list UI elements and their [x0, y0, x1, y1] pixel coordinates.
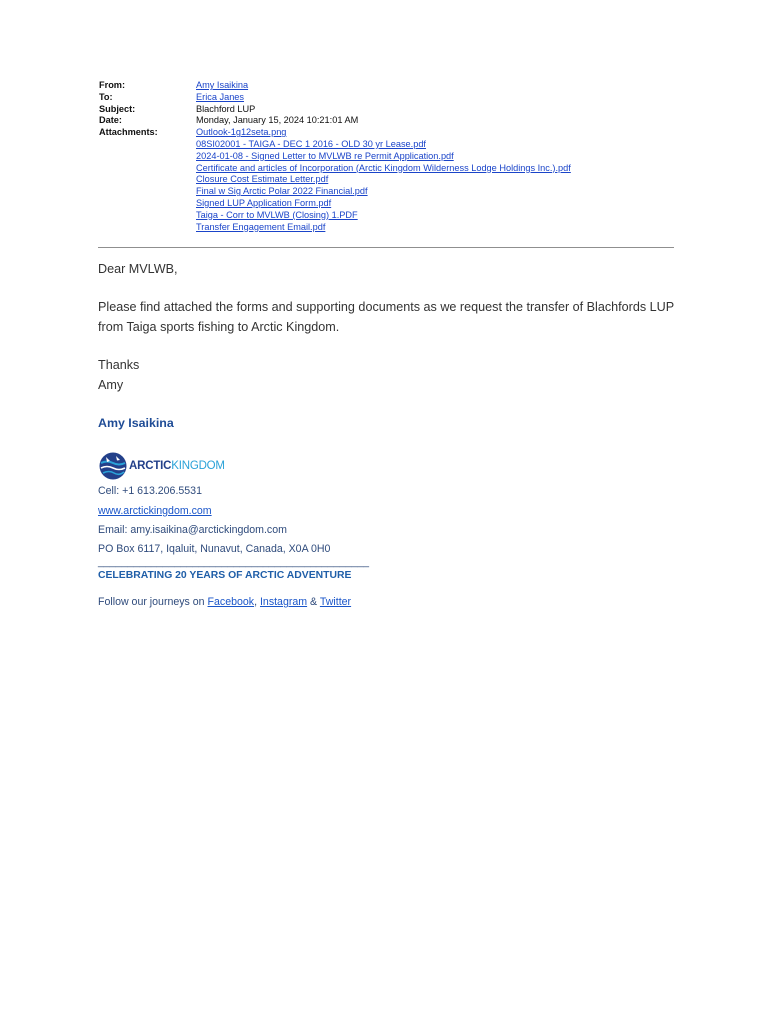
- postal-address: PO Box 6117, Iqaluit, Nunavut, Canada, X0A 0H0: [98, 543, 331, 555]
- date-value: Monday, January 15, 2024 10:21:01 AM: [196, 115, 359, 126]
- from-label: From:: [99, 80, 126, 90]
- signature-name: Amy Isaikina: [98, 416, 174, 430]
- date-label: Date:: [99, 115, 122, 126]
- from-row: [99, 80, 679, 92]
- attachments-label: Attachments:: [99, 127, 158, 138]
- arctic-kingdom-logo: [98, 451, 225, 481]
- facebook-link[interactable]: Facebook: [207, 596, 255, 608]
- logo-wordmark: ARCTICKINGDOM: [129, 460, 225, 472]
- date-row: [99, 115, 679, 127]
- to-row: [99, 92, 679, 104]
- follow-text: Follow our journeys on: [98, 596, 205, 608]
- attachments-list: [196, 127, 571, 233]
- from-link[interactable]: Amy Isaikina: [196, 80, 249, 90]
- website-link[interactable]: www.arctickingdom.com: [98, 505, 212, 517]
- attachment-link[interactable]: Taiga - Corr to MVLWB (Closing) 1.PDF: [196, 209, 358, 220]
- attachment-link[interactable]: 08SI02001 - TAIGA - DEC 1 2016 - OLD 30 yr Lease.pdf: [196, 138, 426, 149]
- attachment-link[interactable]: Certificate and articles of Incorporation (Arctic Kingdom Wilderness Lodge Holdings Inc.).pdf: [196, 162, 571, 173]
- attachments-row: [99, 127, 679, 233]
- signature-divider: ______________________________________________: [98, 556, 370, 568]
- greeting: Dear MVLWB,: [98, 262, 178, 276]
- twitter-link[interactable]: Twitter: [319, 596, 352, 608]
- email-header: [99, 80, 679, 233]
- subject-value: Blachford LUP: [196, 103, 256, 114]
- attachment-link[interactable]: Outlook-1g12seta.png: [196, 127, 287, 138]
- header-divider: [98, 247, 674, 248]
- separator-comma: ,: [254, 596, 258, 608]
- cell-number: Cell: +1 613.206.5531: [98, 485, 202, 497]
- subject-label: Subject:: [99, 103, 136, 114]
- thanks-text: Thanks: [98, 358, 140, 372]
- social-links: [98, 596, 351, 608]
- globe-logo-icon: [98, 451, 128, 481]
- body-paragraph: Please find attached the forms and supporting documents as we request the transfer of Blachfords LUP from Taiga sports fishing to Arctic Kingdom.: [98, 300, 674, 334]
- email-address: Email: amy.isaikina@arctickingdom.com: [98, 524, 287, 536]
- subject-row: [99, 104, 679, 116]
- to-label: To:: [99, 91, 113, 102]
- attachment-link[interactable]: Final w Sig Arctic Polar 2022 Financial.pdf: [196, 186, 368, 197]
- sign-off-name: Amy: [98, 378, 124, 392]
- attachment-link[interactable]: Closure Cost Estimate Letter.pdf: [196, 174, 329, 185]
- separator-amp: &: [310, 596, 318, 608]
- attachment-link[interactable]: 2024-01-08 - Signed Letter to MVLWB re Permit Application.pdf: [196, 150, 454, 161]
- instagram-link[interactable]: Instagram: [259, 596, 308, 608]
- attachment-link[interactable]: Signed LUP Application Form.pdf: [196, 197, 332, 208]
- attachment-link[interactable]: Transfer Engagement Email.pdf: [196, 221, 326, 232]
- to-link[interactable]: Erica Janes: [196, 91, 245, 102]
- tagline: CELEBRATING 20 YEARS OF ARCTIC ADVENTURE: [98, 570, 352, 581]
